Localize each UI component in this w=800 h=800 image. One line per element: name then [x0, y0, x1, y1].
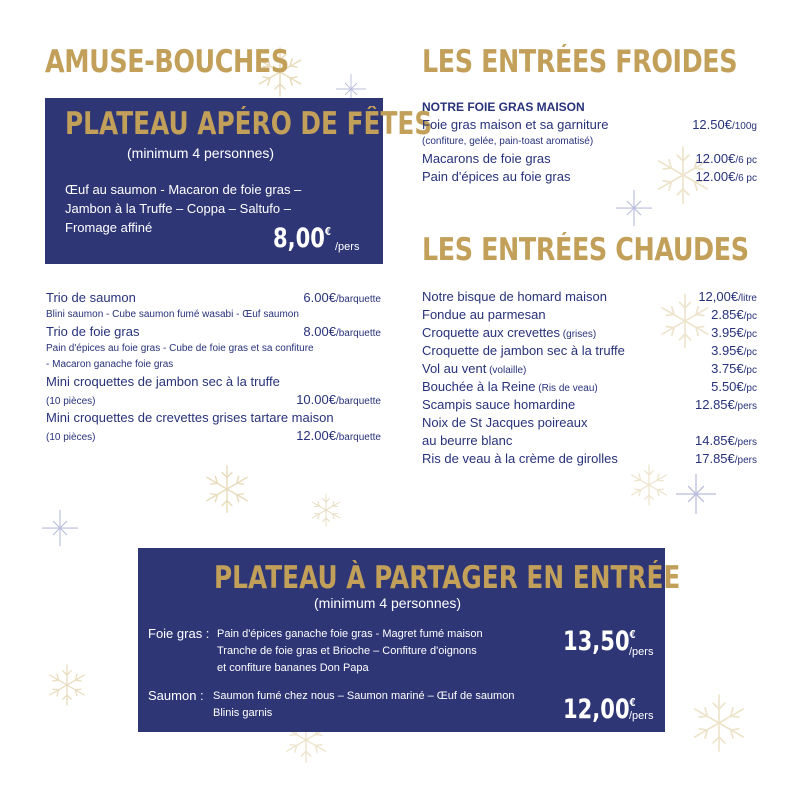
list-item: Mini croquettes de jambon sec à la truffe — [46, 374, 280, 389]
section-title-entrees-chaudes: LES ENTRÉES CHAUDES — [422, 232, 749, 268]
plateau-apero-subtitle: (minimum 4 personnes) — [127, 145, 275, 161]
list-item: Pain d'épices au foie gras 12.00€/6 pc — [422, 169, 757, 184]
sparkle-icon — [616, 190, 652, 226]
list-item-note: Pain d'épices au foie gras - Cube de foie gras et sa confiture — [46, 343, 314, 354]
list-item: Mini croquettes de crevettes grises tartare maison — [46, 410, 334, 425]
list-item: Trio de foie gras 8.00€/barquette — [46, 324, 381, 339]
snowflake-icon — [306, 490, 346, 530]
list-item: Croquette de jambon sec à la truffe 3.95€/pc — [422, 343, 757, 358]
snowflake-icon — [198, 460, 256, 518]
list-item: Fondue au parmesan 2.85€/pc — [422, 307, 757, 322]
list-item-note: (confiture, gelée, pain-toast aromatisé) — [422, 136, 594, 147]
plateau-apero-price: 8,00€ — [273, 223, 331, 254]
sparkle-icon — [676, 474, 716, 514]
foie-gras-label: Foie gras : — [148, 626, 210, 641]
saumon-description: Saumon fumé chez nous – Saumon mariné – Œuf de saumon Blinis garnis — [213, 690, 515, 719]
foie-gras-description: Pain d'épices ganache foie gras - Magret fumé maison Tranche de foie gras et Brioche – Confiture d'oignons et confiture bananes Don Papa — [217, 628, 483, 674]
plateau-apero-box — [45, 98, 433, 264]
section-title-amuse-bouches: AMUSE-BOUCHES — [45, 44, 289, 80]
amuse-bouches-list — [46, 289, 381, 445]
list-item: Scampis sauce homardine 12.85€/pers — [422, 397, 757, 412]
plateau-apero-title: PLATEAU APÉRO DE FÊTES — [65, 106, 433, 142]
list-item: Vol au vent (volaille) 3.75€/pc — [422, 361, 757, 376]
list-item: Bouchée à la Reine (Ris de veau) 5.50€/pc — [422, 379, 757, 394]
list-item: Notre bisque de homard maison 12,00€/litre — [422, 289, 757, 304]
saumon-label: Saumon : — [148, 688, 204, 703]
section-title-entrees-froides: LES ENTRÉES FROIDES — [422, 44, 738, 80]
saumon-price: 12,00€ — [563, 694, 636, 725]
snowflake-icon — [42, 660, 92, 710]
plateau-partager-box — [138, 548, 681, 732]
entrees-chaudes-list — [422, 288, 757, 468]
sparkle-icon — [42, 510, 78, 546]
foie-gras-header: NOTRE FOIE GRAS MAISON — [422, 100, 585, 114]
foie-gras-per: /pers — [629, 646, 654, 658]
saumon-per: /pers — [629, 710, 654, 722]
list-item: Trio de saumon 6.00€/barquette — [46, 290, 381, 305]
list-item: (10 pièces) 10.00€/barquette — [46, 392, 381, 407]
list-item-note: - Macaron ganache foie gras — [46, 359, 174, 370]
entrees-froides-list — [422, 98, 757, 186]
list-item: Noix de St Jacques poireaux — [422, 415, 588, 430]
foie-gras-price: 13,50€ — [563, 626, 636, 657]
list-item: au beurre blanc 14.85€/pers — [422, 433, 757, 448]
plateau-apero-per: /pers — [335, 241, 360, 253]
list-item: Foie gras maison et sa garniture 12.50€/100g — [422, 117, 757, 132]
plateau-partager-subtitle: (minimum 4 personnes) — [314, 595, 462, 611]
list-item: Croquette aux crevettes (grises) 3.95€/pc — [422, 325, 757, 340]
list-item: Macarons de foie gras 12.00€/6 pc — [422, 151, 757, 166]
list-item-note: Blini saumon - Cube saumon fumé wasabi - Œuf saumon — [46, 309, 299, 320]
list-item: Ris de veau à la crème de girolles 17.85€/pers — [422, 451, 757, 466]
plateau-partager-title: PLATEAU À PARTAGER EN ENTRÉE — [214, 560, 681, 596]
list-item: (10 pièces) 12.00€/barquette — [46, 428, 381, 443]
snowflake-icon — [684, 688, 754, 758]
plateau-apero-description: Œuf au saumon - Macaron de foie gras – Jambon à la Truffe – Coppa – Saltufo – Fromage affiné — [65, 182, 302, 235]
